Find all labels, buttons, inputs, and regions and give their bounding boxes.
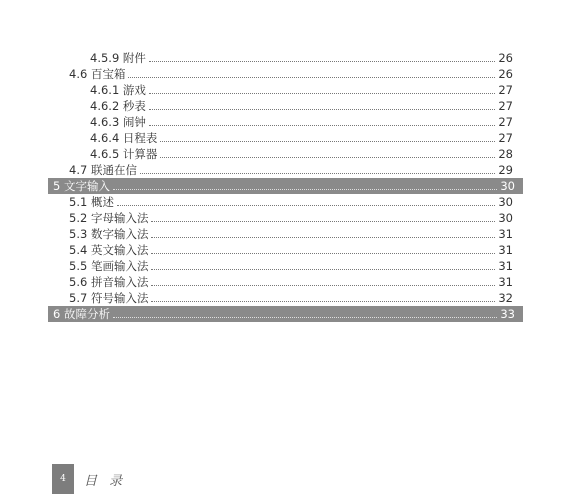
toc-entry-title: 4.7 联通在信 (69, 163, 137, 177)
toc-entry-page: 31 (498, 227, 513, 241)
toc-entry-row (90, 130, 515, 146)
toc-leader-dots (160, 140, 495, 142)
toc-entry-row (90, 50, 515, 66)
toc-entry-page: 26 (498, 67, 513, 81)
toc-leader-dots (151, 300, 495, 302)
toc-entry-title: 5.2 字母输入法 (69, 211, 149, 225)
toc-entry-title: 4.6.1 游戏 (90, 83, 146, 97)
toc-entry-page: 32 (498, 291, 513, 305)
toc-entry-page: 31 (498, 243, 513, 257)
toc-chapter-row (48, 306, 523, 322)
toc-leader-dots (140, 172, 495, 174)
toc-entry-title: 4.5.9 附件 (90, 51, 146, 65)
toc-entry-title: 5.7 符号输入法 (69, 291, 149, 305)
section-title: 目 录 (84, 474, 127, 489)
toc-entry-page: 30 (500, 179, 515, 193)
toc-entry-row (69, 210, 515, 226)
toc-entry-title: 5.1 概述 (69, 195, 114, 209)
toc-entry-row (69, 162, 515, 178)
toc-entry-row (69, 226, 515, 242)
toc-leader-dots (117, 204, 495, 206)
toc-entry-page: 27 (498, 131, 513, 145)
toc-entry-row (69, 194, 515, 210)
toc-leader-dots (151, 252, 495, 254)
toc-entry-page: 28 (498, 147, 513, 161)
toc-entry-row (69, 242, 515, 258)
toc-entry-title: 5.6 拼音输入法 (69, 275, 149, 289)
toc-entry-page: 27 (498, 83, 513, 97)
toc-entry-row (69, 258, 515, 274)
toc-leader-dots (128, 76, 495, 78)
toc-entry-page: 27 (498, 99, 513, 113)
toc-leader-dots (149, 108, 495, 110)
toc-entry-row (90, 146, 515, 162)
toc-entry-title: 4.6.5 计算器 (90, 147, 158, 161)
toc-entry-row (69, 290, 515, 306)
toc-leader-dots (151, 236, 495, 238)
toc-leader-dots (149, 124, 495, 126)
toc-leader-dots (113, 188, 497, 190)
toc-entry-title: 4.6.4 日程表 (90, 131, 158, 145)
toc-entry-page: 30 (498, 195, 513, 209)
toc-entry-title: 4.6.2 秒表 (90, 99, 146, 113)
toc-entry-title: 5.3 数字输入法 (69, 227, 149, 241)
toc-leader-dots (151, 284, 495, 286)
toc-entry-page: 27 (498, 115, 513, 129)
toc-entry-page: 29 (498, 163, 513, 177)
toc-leader-dots (149, 60, 495, 62)
toc-entry-row (90, 98, 515, 114)
toc-entry-title: 5 文字输入 (53, 179, 110, 193)
toc-entry-row (69, 66, 515, 82)
toc-entry-row (90, 114, 515, 130)
toc-leader-dots (151, 220, 495, 222)
toc-chapter-row (48, 178, 523, 194)
toc-entry-page: 26 (498, 51, 513, 65)
toc-leader-dots (160, 156, 495, 158)
toc-entry-title: 4.6 百宝箱 (69, 67, 126, 81)
toc-leader-dots (149, 92, 495, 94)
toc-entry-title: 5.5 笔画输入法 (69, 259, 149, 273)
page-number-box (52, 464, 74, 494)
toc-entry-row (69, 274, 515, 290)
toc-entry-title: 4.6.3 闹钟 (90, 115, 146, 129)
toc-entry-page: 33 (500, 307, 515, 321)
toc-entry-row (90, 82, 515, 98)
toc-entry-title: 5.4 英文输入法 (69, 243, 149, 257)
toc-leader-dots (151, 268, 495, 270)
toc-leader-dots (113, 316, 497, 318)
toc-entry-page: 30 (498, 211, 513, 225)
toc-entry-title: 6 故障分析 (53, 307, 110, 321)
page-number: 4 (60, 474, 66, 484)
toc-entry-page: 31 (498, 275, 513, 289)
toc-entry-page: 31 (498, 259, 513, 273)
